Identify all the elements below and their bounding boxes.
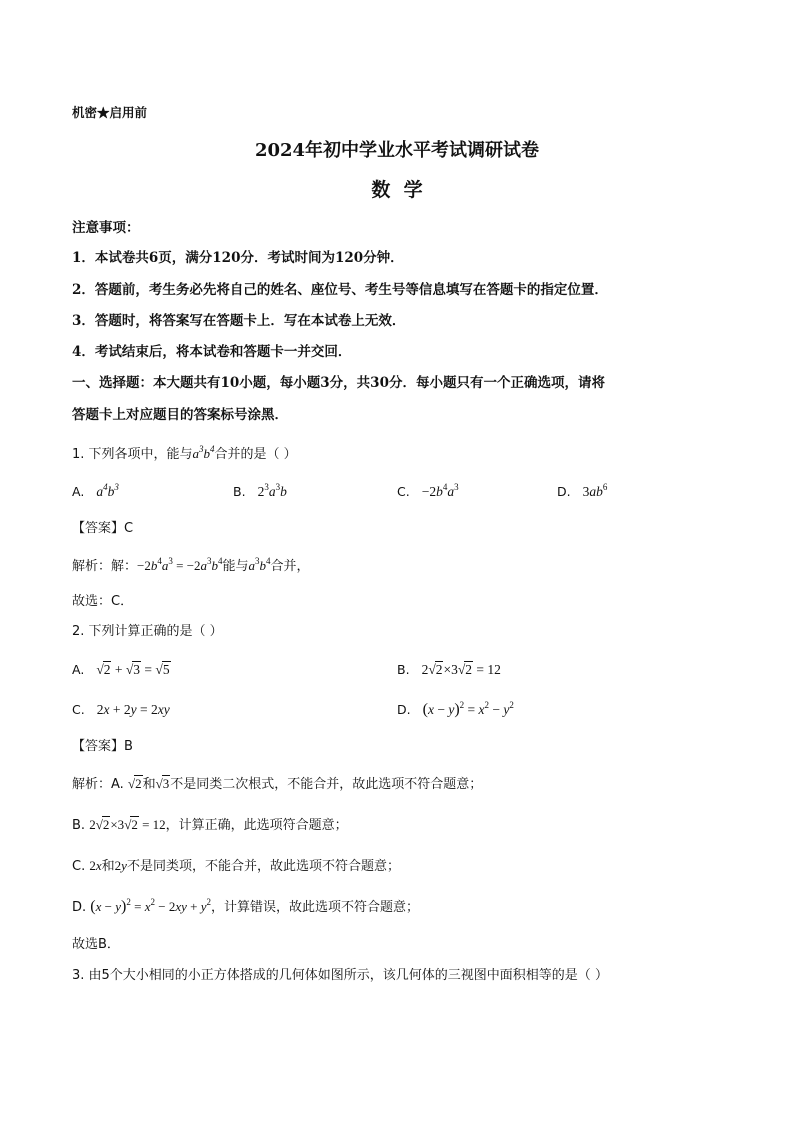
question-2-stem: 2. 下列计算正确的是（ ） (72, 624, 223, 639)
q2-analysis-d: D. $(x - y)^2 = x^2 - 2xy + y^2$，计算错误，故此选项不符合题意； (72, 897, 420, 915)
q2-analysis-a: 解析：A. √2和√3不是同类二次根式，不能合并，故此选项不符合题意； (72, 776, 483, 792)
notes-heading: 注意事项： (72, 220, 140, 236)
question-1-suffix: 合并的是（ ） (214, 447, 297, 462)
q1-option-b: B. $2^3a^3b$ (233, 482, 287, 499)
note-item-3: 3．答题时，将答案写在答题卡上．写在本试卷上无效． (72, 313, 406, 329)
confidential-label: 机密★启用前 (72, 105, 148, 120)
q2-option-c: C. 2x + 2y = 2xy (72, 702, 170, 717)
subject-title: 数 学 (371, 179, 423, 201)
q2-analysis-c: C. 2x和2y不是同类项，不能合并，故此选项不符合题意； (72, 858, 400, 874)
section1-instructions-line2: 答题卡上对应题目的答案标号涂黑． (72, 407, 288, 423)
note-item-2: 2．答题前，考生务必先将自己的姓名、座位号、考生号等信息填写在答题卡的指定位置． (72, 282, 608, 298)
q1-analysis: 解析：解：$-2b^4a^3 = -2a^3b^4$能与$a^3b^4$合并， (72, 556, 310, 574)
question-1-expression: $a^3b^4$ (192, 444, 215, 461)
q2-conclusion: 故选B． (72, 937, 120, 952)
q1-option-a: A. $a^4b^3$ (72, 482, 119, 499)
note-item-1: 1．本试卷共6页，满分120分．考试时间为120分钟． (72, 250, 404, 266)
q2-option-b: B. 2√2×3√2 = 12 (397, 662, 501, 677)
q2-option-d: D. $(x - y)^2 = x^2 - y^2$ (397, 700, 514, 718)
q1-option-d: D. $3ab^6$ (557, 482, 608, 499)
note-item-4: 4．考试结束后，将本试卷和答题卡一并交回． (72, 344, 352, 360)
q1-conclusion: 故选：C． (72, 594, 134, 609)
question-1-prefix: 1. 下列各项中，能与 (72, 447, 193, 462)
exam-title: 2024年初中学业水平考试调研试卷 (254, 140, 540, 161)
q1-answer: 【答案】C (72, 521, 134, 536)
question-3-stem: 3. 由5个大小相同的小正方体搭成的几何体如图所示，该几何体的三视图中面积相等的是（ ） (72, 968, 608, 983)
q2-option-a: A. √2 + √3 = √5 (72, 662, 170, 677)
question-1-stem (72, 444, 297, 465)
q2-answer: 【答案】B (72, 739, 133, 754)
q2-analysis-b: B. 2√2×3√2 = 12，计算正确，此选项符合题意； (72, 817, 348, 833)
section1-instructions-line1: 一、选择题：本大题共有10小题，每小题3分，共30分．每小题只有一个正确选项，请将 (72, 375, 605, 391)
q1-option-c: C. $-2b^4a^3$ (397, 482, 459, 499)
